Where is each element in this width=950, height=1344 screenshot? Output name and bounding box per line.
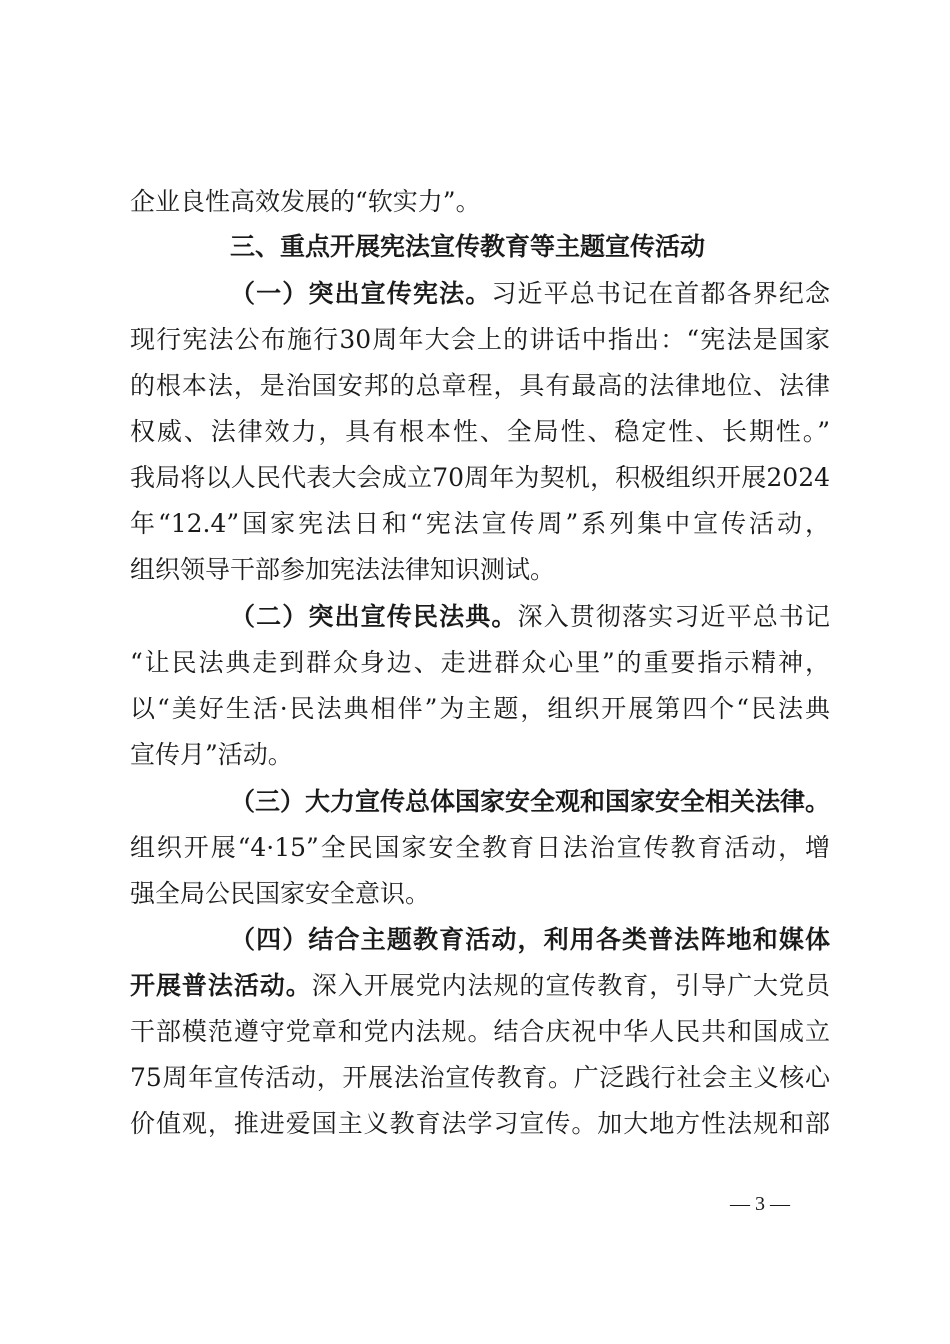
paragraph-line: 企业良性高效发展的“软实力”。: [130, 187, 481, 216]
page-number: — 3 —: [730, 1193, 790, 1215]
paragraph-text: 深入开展党内法规的宣传教育，引导广大党员: [311, 971, 830, 1000]
paragraph-line: 组织领导干部参加宪法法律知识测试。: [130, 555, 556, 584]
subsection-title: （二）突出宣传民法典。: [230, 602, 518, 631]
subsection-title: （四）结合主题教育活动，利用各类普法阵地和媒体: [230, 925, 830, 954]
paragraph-line: 价值观，推进爱国主义教育法学习宣传。加大地方性法规和部: [130, 1109, 830, 1138]
paragraph-line: 75周年宣传活动，开展法治宣传教育。广泛践行社会主义核心: [130, 1063, 830, 1092]
paragraph-line: 以“美好生活·民法典相伴”为主题，组织开展第四个“民法典: [130, 694, 830, 723]
paragraph-line: 权威、法律效力，具有根本性、全局性、稳定性、长期性。”: [130, 417, 830, 446]
paragraph-line: 组织开展“4·15”全民国家安全教育日法治宣传教育活动，增: [130, 833, 830, 862]
paragraph-text: 深入贯彻落实习近平总书记: [517, 602, 830, 631]
paragraph-line: [130, 964, 830, 1008]
section-heading: 三、重点开展宪法宣传教育等主题宣传活动: [230, 232, 706, 261]
paragraph-line: “让民法典走到群众身边、走进群众心里”的重要指示精神，: [130, 648, 830, 677]
subsection-title: 开展普法活动。: [130, 971, 312, 1000]
paragraph-line: 干部模范遵守党章和党内法规。结合庆祝中华人民共和国成立: [130, 1017, 830, 1046]
paragraph-line: 强全局公民国家安全意识。: [130, 879, 431, 908]
paragraph-line: 的根本法，是治国安邦的总章程，具有最高的法律地位、法律: [130, 371, 830, 400]
subsection-title: （一）突出宣传宪法。: [230, 279, 492, 308]
paragraph-line: 我局将以人民代表大会成立70周年为契机，积极组织开展2024: [130, 463, 830, 492]
paragraph-line: 年“12.4”国家宪法日和“宪法宣传周”系列集中宣传活动，: [130, 509, 830, 538]
subsection-title: （三）大力宣传总体国家安全观和国家安全相关法律。: [230, 787, 831, 816]
paragraph-line: [230, 595, 830, 639]
paragraph-text: 习近平总书记在首都各界纪念: [491, 279, 830, 308]
paragraph-line: 宣传月”活动。: [130, 740, 293, 769]
paragraph-line: [230, 272, 830, 316]
paragraph-line: 现行宪法公布施行30周年大会上的讲话中指出：“宪法是国家: [130, 325, 830, 354]
